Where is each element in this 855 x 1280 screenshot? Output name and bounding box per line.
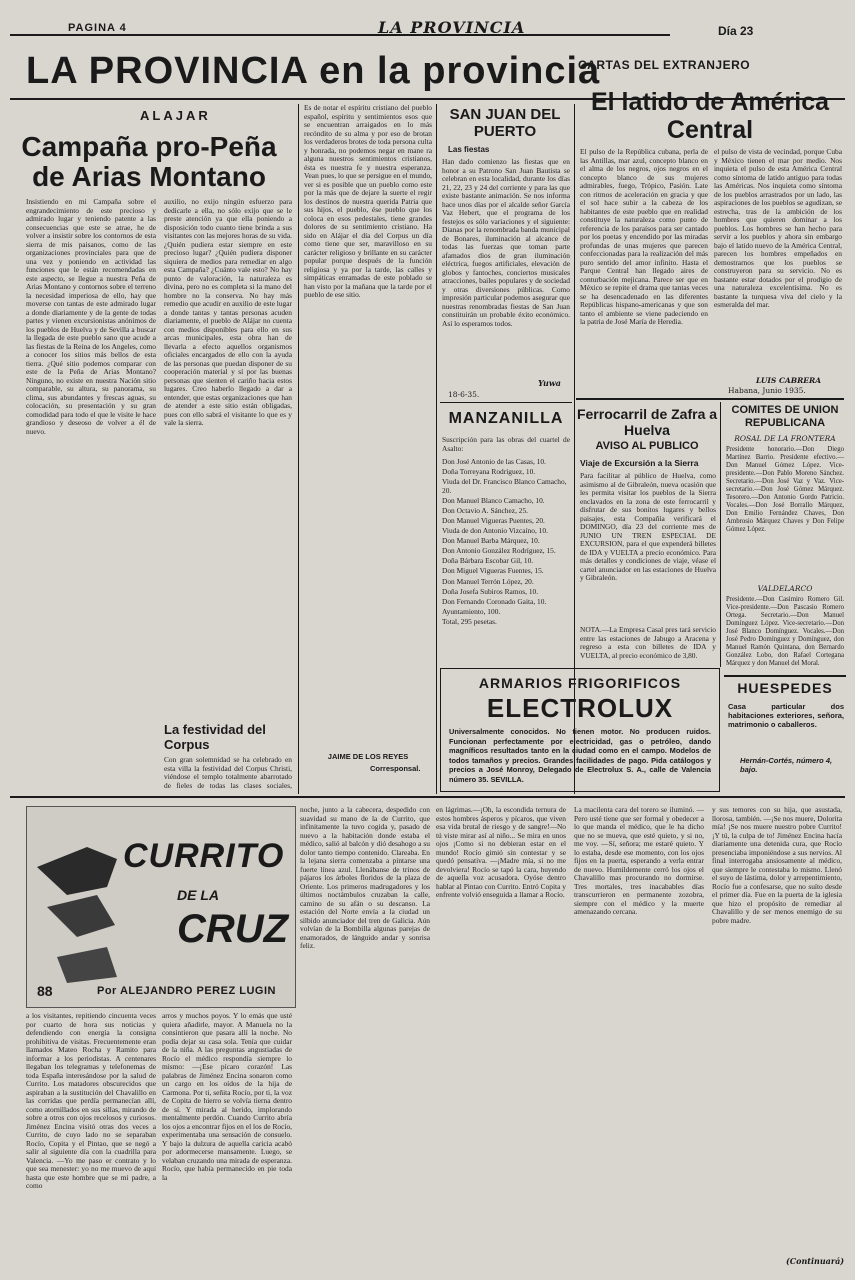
serial-col2: arros y muchos poyos. Y lo emás que usté quiera añadirle, mayor. A Manuela no la consintieron que pasara allí la noche. No podía dejar su casa sola. Tenía que cuidar de la niña. A las preguntas angustiadas de Rocío el médico respondía siempre lo mismo: —¡Ese pícaro corazón! Las palabras de Jiménez Encina sonaron como un cargo en los oídos de la hija de Carmona. Por ti, señita Rocío, por ti, la voz de Copita de hierro se volvía tierna dentro de sí. Y mirada al herido, implorando mentalmente perdón. Cuando Currito abría los ojos a encontrar fijos en el los de Rocío, experimentaba una sensación de consuelo. Y bajo la dulzura de aquella caricia acabó por adormecerse mansamente. Luego, se velaban cruzando una mirada de esperanza. Rocío, que había permanecido en pie toda la <box>162 1012 292 1182</box>
comites-members1: Presidente honorario.—Don Diego Martínez Barrio. Presidente efectivo.—Don Manuel Gómez López. Vice-presidente.—Don Pablo Moreno Sánchez. Secretario.—Don José Vaz y Vaz. Vice-secretario.—Don José Gómez Márquez. Tesorero.—Don Antonio Gordo Patricio. Vocales.—Don José Borrallo Márquez, Don Emilio Fernández Chaves, Don Ambrosio Márquez Chaves y Don Felipe Gómez López. <box>726 446 844 533</box>
huespedes-text: Casa particular dos habitaciones exteriores, señora, matrimonio o caballeros. <box>728 702 844 729</box>
col-divider-2 <box>436 104 437 794</box>
manzanilla-entry: Doña Josefa Subiros Ramos, 10. <box>442 587 539 596</box>
comites-town2: VALDELARCO <box>757 584 813 593</box>
sanjuan-subhead: Las fiestas <box>448 145 490 154</box>
ferrocarril-nota: NOTA.—La Empresa Casal pres tará servicio entre las estaciones de Jabugo a Aracena y regreso a esta con billetes de IDA y VUELTA, al precio económico de 3,80. <box>580 626 716 660</box>
latido-col2: el pulso de vista de vecindad, porque Cuba y México tienen el mar por medio. Nos inquieta el pulso de esta América Central como síntoma de latido antiguo para todas las Américas. Nos inquieta como síntoma de los pueblos arrastrados por un lado, las aspiraciones de los pueblos se agudizan, se estrecha, tras de la ambición de los hombres que quieren dominar a los pueblos. Los hombres se han hecho para servir a los pueblos y ahora sin embargo bajo el latido nuevo de la América Central, parecen los hombres empeñados en demostrarnos que los pueblos se construyeron para su servicio. No es bastante estar dotados por el prodigio de una naturaleza excelentísima. No es bastante la turquesa viva del cielo y la esmeralda del mar. <box>714 148 842 309</box>
manzanilla-list <box>442 458 570 628</box>
page-date: Día 23 <box>718 24 754 38</box>
serial-banner <box>26 806 296 1008</box>
manzanilla-entry: Don Fernando Coronado Gaita, 10. <box>442 597 547 606</box>
sanjuan-headline: SAN JUAN DEL PUERTO <box>449 106 561 140</box>
manzanilla-entry: Viuda de don Antonio Vizcaíno, 10. <box>442 527 548 536</box>
huespedes-headline: HUESPEDES <box>737 680 833 696</box>
alajar-signature: JAIME DE LOS REYES <box>327 752 409 761</box>
electrolux-text: Universalmente conocidos. No tienen motor. No producen ruidos. Funcionan perfectamente por electricidad, gas o petróleo, dando magníficos resultados tanto en la ciudad como en el campo. Modelos de todos tamaños y precios. Grandes facilidades de pago. Pida catálogos y precios a José Monroy, Delegado de Electrolux S. A., calle de Valencia número 35. SEVILLA. <box>449 727 711 784</box>
alajar-headline: Campaña pro-Peña de Arias Montano <box>21 131 277 192</box>
main-title: LA PROVINCIA en la provincia <box>26 50 601 92</box>
serial-continua: (Continuará) <box>786 1256 845 1266</box>
serial-title-word1: CURRITO <box>123 837 285 875</box>
ferrocarril-headline: Ferrocarril de Zafra a Huelva <box>576 406 718 438</box>
huespedes-address: Hernán-Cortés, número 4, bajo. <box>740 756 833 774</box>
cartas-label: CARTAS DEL EXTRANJERO <box>578 58 751 72</box>
serial-author: Por ALEJANDRO PEREZ LUGIN <box>97 985 276 997</box>
manzanilla-headline: MANZANILLA <box>448 410 564 427</box>
alajar-col1: Insistiendo en mi Campaña sobre el engrandecimiento de este precioso y admirado lugar y teniendo patente a las consecuencias que este se atrae, he de volver a insistir sobre los contornos de esta sierra de mis paisanos, como de las organizaciones provinciales para que de una vez y poniendo en actividad las funciones que le están recomendadas en este aspecto, se llegue a nuestra Peña de Arias Montano y contornos sobre el terreno la necesidad imperiosa de ello, hay que moverse con tantas de este admirado lugar a donde diariamente y de la gente de todas partes y vienen excursionistas anónimos de los pueblos de Huelva y de Sevilla a buscar la llegada de este pueblo sano que acude a las fiestas de la Reina de los Angeles, como a conocer los sitios más bellos de esta tierra. ¿Qué sitio podemos comparar con este de la Peña de Arias Montano? Ninguno, no existe en nuestra Nación sitio comparable, su altura, su panorama, su clima, sus abundantes y frescas aguas, su colocación, su presentación y su gran comodidad para todo el que le visite le hace grandioso y deseoso de volver a él de nuevo. <box>26 198 156 436</box>
serial-col1: a los visitantes, repitiendo cincuenta veces por cuarto de hora sus noticias y defendiendo con energía la consigna prohibitiva de visitas. Frecuentemente eran llamados Mateo Rocha y Ramito para informar a los periodistas. A centenares llegaban los telegramas y telefonemas de toda España interesándose por la salud de Currito. Los matadores obscurecidos que aspiraban a la sustitución del Chavalillo en las corridas que perdía permanecían allí, como atornillados en sus sillas, mirando de sobre a otros con ojos recelosos y curiosos. Jiménez Encina visitó otras dos veces a Currito, de cuyo lado no se separaban Rocío, Copita y el Pintao, que se negó a salir al siguiente día con la cuadrilla para Valencia. —Yo me paso er contrato y lo que sea menester: yo no me muevo de aquí hasta que este hombre que se mi padre, a como <box>26 1012 156 1190</box>
header-rule <box>10 34 670 36</box>
alajar-col2: auxilio, no exijo ningún esfuerzo para dedicarle a ella, no sólo exijo que se le preste atención ya que ella poniendo a disposición todo cuanto tiene brinda a sus visitantes con las mejores horas de su vida. ¿Quién pudiera estar siempre en este precioso lugar? ¿Quién pudiera disponer siquiera de medios para remediar en algo esta Campaña? ¿Cuánto vale esto? No hay punto de valoración, la naturaleza es divina, pero no es completa si la mano del hombre no la conserva. No hay más remedio que acudir en auxilio de este lugar a donde tantas y tantas personas acuden diariamente, el pueblo de Alájar no cuenta con medios disponibles para ello en sus arcas municipales, esta obra han de llevarla a efecto aquellos organismos oficiales encargados de ello con la ayuda de las personas que puedan disponer de su cooperación material y sí por las buenas personas que sienten el cariño hacia estos lugares. Creo haberlo llegado a dar a entender, que estas organizaciones que han de atender a este sitio están obligadas, pues con ello sabrá el visitante lo que es y vale la sierra. <box>164 198 292 427</box>
huespedes-rule <box>724 675 846 677</box>
manzanilla-intro: Suscripción para las obras del cuartel de Asalto: <box>442 436 570 453</box>
latido-date: Habana, Junio 1935. <box>728 386 806 395</box>
bull-silhouette-2 <box>47 895 115 937</box>
electrolux-headline: ARMARIOS FRIGORIFICOS <box>478 675 682 691</box>
serial-number: 88 <box>37 983 53 999</box>
manzanilla-entry: Ayuntamiento, 100. <box>442 607 501 616</box>
electrolux-brand: ELECTROLUX <box>486 693 674 723</box>
latido-rule <box>576 398 844 400</box>
manzanilla-entry: Don Antonio González Rodríguez, 15. <box>442 547 556 556</box>
ferrocarril-subhead: AVISO AL PUBLICO <box>595 440 699 452</box>
serial-col4: en lágrimas.—¡Oh, la escondida ternura de estos hombres ásperos y pícaros, que viven esa vida brutal de riesgo y de sangre!—No tú viste mirar así al niño... Se mira en unos ojos ¡Como si no debieran estar en el mundo! Rocío gimió sin contestar y se quedó pensativa. —¡Madre mía, si no me devolviera! Rocío se tapó la cara, huyendo de aquella voz acusadora. Oyóse dentro hablar al Pintao con Currito. Entró Copita y enfrente volvió enseguida a llamar a Rocío. <box>436 806 566 899</box>
serial-title-word3: CRUZ <box>177 907 289 951</box>
electrolux-ad <box>440 668 720 792</box>
manzanilla-entry: Viuda del Dr. Francisco Blanco Camacho, 20. <box>442 478 567 495</box>
bull-silhouette-1 <box>37 847 117 895</box>
latido-signature: LUIS CABRERA <box>756 376 822 385</box>
alajar-col3: Es de notar el espíritu cristiano del pueblo español, espíritu y sentimientos esos que se encuentran arraigados en lo más recóndito de su alma y por eso de brotan los verdaderos brotes de toda persona culta y honrada, no podemos negar en mane ra alguna nuestros sentimientos cristianos, ésta es nuestra fe y nuestra esperanza. Vean pues, lo que se persigue en el mundo, ver si es posible que un pueblo como este por la más que de dejare la suerte el regir los destinos de nuestra querida Patria que sus hijos, el pueblo, ése pueblo que los coloca en esos pedestales, tiene grandes dolores de su sentimiento cristiano. Ha sido en Alájar el día del Corpus un día como tiene que ser, maravilloso en su carácter religioso y brillante en su carácter popular porque después de la función religiosa y ya por la tarde, las calles y simpáticas enramadas de este poblado se han visto por la mañana que la tarde por el pueblo de ese sitio. <box>304 104 432 299</box>
comites-members2: Presidente.—Don Casimiro Romero Gil. Vice-presidente.—Don Pascasio Romero Ortega. Secretario.—Don Manuel Domínguez López. Vice-secretario.—Don José Blanco Domínguez. Vocales.—Don José Pedro Domínguez y Domínguez, don Manuel Ramón Quintana, don Bernardo González Lobo, don Rafael Cortegana Márquez y don Manuel del Moral. <box>726 596 844 667</box>
page-label: PAGINA 4 <box>68 22 127 34</box>
alajar-signature-role: Corresponsal. <box>370 764 421 773</box>
manzanilla-entry: Doña Bárbara Escobar Gil, 10. <box>442 557 534 566</box>
sanjuan-date: 18-6-35. <box>448 390 480 399</box>
manzanilla-entry: Doña Torreyana Rodríguez, 10. <box>442 468 536 477</box>
corpus-headline: La festividad del Corpus <box>164 722 266 752</box>
manzanilla-entry: Don Manuel Blanco Camacho, 10. <box>442 496 545 505</box>
masthead: LA PROVINCIA <box>378 18 526 37</box>
comites-headline: COMITES DE UNION REPUBLICANA <box>731 404 839 429</box>
serial-col6: y sus temores con su hija, que asustada, llorosa, también. —¡Se nos muere, Dolorita mía! ¡Se nos muere nuestro pobre Currito! ¡Y tú, la culpa de to! Jiménez Encina hacía diariamente una detenida cura, que Rocío presenciaba imponiéndose a sus nervios. Al final interrogaba ansiosamente al médico, que siempre le contestaba lo mismo. Llenó el suyo de lástima, dolor y arrepentimiento, Rocío fue a confesarse, que no suíto desde el primer día. Fue en la puerta de la iglesia que hizo el propósito de remediar al Chavalillo y de ser menos enemigo de su pobre madre. <box>712 806 842 925</box>
bull-silhouette-3 <box>57 947 117 983</box>
serial-col3: noche, junto a la cabecera, despedido con suavidad su mano de la de Currito, que infinitamente la tuvo cogida y, pasado de nuevo a la habitación donde estaba el médico, salió al balcón y dió desahogo a su dolor tanto tiempo contenido. Clareaba. En la lejana sierra comenzaba a pintarse una fuerte línea azul. Llenábanse de trinos de pájaros los árboles floridos de la plaza de Oriente. Los primeros madrugadores y los últimos noctámbulos cruzaban la calle, camino de su afán o su descanso. La estación del Norte envía a la ciudad un silbido anunciador del tren de Galicia. Aún volvían de la Bombilla algunas parejas de enamorados, de lánguido andar y sonrisa feliz. <box>300 806 430 950</box>
ferrocarril-text: Para facilitar al público de Huelva, como asimismo al de Gibraleón, nueva ocasión que les permita visitar los pueblos de la Sierra enclavados en la zona de este ferrocarril y disfrutar de sus bonitos lugares y bellos paisajes, esta Compañía verificará el DOMINGO, día 23 del corriente mes de JUNIO UN TREN ESPECIAL DE EXCURSION, para el que expenderá billetes de IDA y VUELTA a precio económico. Para más detalles y condiciones de viaje, véase el cartel anunciador en las estaciones de Huelva y Gibraleón. <box>580 472 716 582</box>
col-divider-4 <box>720 402 721 667</box>
manzanilla-entry: Don Manuel Terrón López, 20. <box>442 577 534 586</box>
serial-title-word2: DE LA <box>177 887 219 903</box>
manzanilla-entry: Don Octavio A. Sánchez, 25. <box>442 506 528 515</box>
sanjuan-text: Han dado comienzo las fiestas que en honor a su Patrono San Juan Bautista se celebran en esta localidad, durante los días 21, 22, 23 y 24 del corriente y para las que existe bastante animación. Se nos informa hace unos días por el alcalde señor García Vaz Hebert, que el programa de los festejos es sólo variaciones y el siguiente: Dianas por la renombrada banda municipal de Bonares, iluminación al alcance de todas las fuerzas que toman parte afamados dios de gran iluminación eléctrica, fuegos artificiales, elevación de globos y fantoches, conciertos musicales atracciones, bailes populares y de sociedad y otras diversiones públicas. Como impresión particular podemos asegurar que nuestras renombradas fiestas de San Juan constituirán un probable éxito económico. Así lo esperamos todos. <box>442 158 570 328</box>
col-divider <box>298 104 299 794</box>
alajar-section: ALAJAR <box>140 108 211 123</box>
sanjuan-signature: Yuwa <box>538 378 561 388</box>
ferrocarril-section: Viaje de Excursión a la Sierra <box>580 458 699 468</box>
manzanilla-entry: Don Miguel Vigueras Fuentes, 15. <box>442 567 544 576</box>
manzanilla-entry: Total, 295 pesetas. <box>442 617 497 626</box>
manzanilla-entry: Don Manuel Barba Márquez, 10. <box>442 537 540 546</box>
serial-col5: La macilenta cara del torero se iluminó. —Pero usté tiene que ser formal y obedecer a lo que manda el médico, que le ha dicho que no se mueva, que esté quieto, y si no, me voy. —Sí, señora; me estaré quieto. Y lo estaba, desde ese momento, con los ojos fijos en la puerta, esperando a verla entrar de nuevo. Humildemente cerró los ojos el Chavalillo mas procurando no dormirse. Tres mortales, tres inacabables días transcurrieron en permanente zozobra, siempre con el médico y la muerte amenazando cercana. <box>574 806 704 916</box>
comites-town1: ROSAL DE LA FRONTERA <box>734 434 836 443</box>
serial-rule <box>10 796 845 798</box>
latido-col1: El pulso de la República cubana, perla de las Antillas, mar azul, concepto blanco en el alma de los negros, ojos negros en el concepto blanco de sus mujeres admirables, fuego, Trópico, Pasión. Late con ritmos de aceleración en gracia y que el sol hace subir a la cabeza de los habitantes de este pueblo que en realidad constituye la naturaleza como punto de referencia de los paraísos para ser cantado por los poetas y encendido por las miradas profundas de unas mujeres que parecen confeccionadas para la realización del más puro sentido del amor infinito. Hasta el Parque Central han llegado aires de conturbación mejicana. Parece ser que en México se repite el drama que tantas veces se ha desencadenado en las diferentes Repúblicas hispano-americanas y que son tanto el ambiente se viene padeciendo en la patria de José María de Heredia. <box>580 148 708 326</box>
corpus-text: Con gran solemnidad se ha celebrado en esta villa la festividad del Corpus Christi, viéndose el templo totalmente abarrotado de fieles de todas las clases sociales, <box>164 756 292 790</box>
sanjuan-rule <box>440 402 572 403</box>
manzanilla-entry: Don Manuel Vigueras Puentes, 20. <box>442 516 545 525</box>
manzanilla-entry: Don José Antonio de las Casas, 10. <box>442 458 546 466</box>
latido-headline: El latido de América Central <box>590 88 830 144</box>
